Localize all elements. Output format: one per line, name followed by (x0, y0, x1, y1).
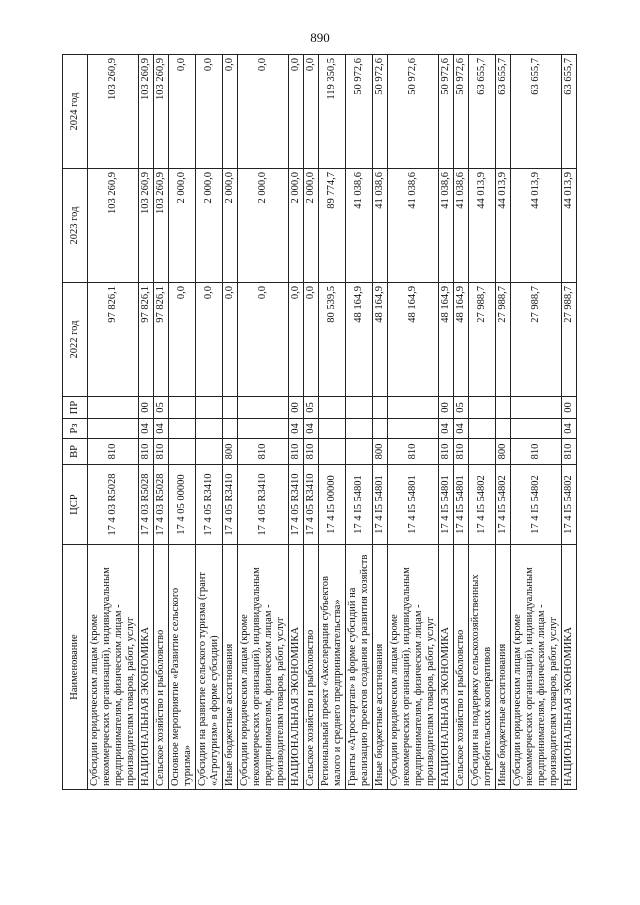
cell-name: Иные бюджетные ассигнования (496, 545, 511, 790)
cell-vr: 810 (139, 439, 154, 465)
cell-2023: 2 000,0 (196, 169, 223, 283)
table-row (223, 55, 238, 790)
cell-rz (469, 419, 496, 439)
cell-2022: 48 164,9 (388, 283, 439, 397)
cell-pr (88, 397, 139, 419)
cell-2022: 27 988,7 (511, 283, 562, 397)
cell-name: Субсидии на поддержку сельскохозяйственных потребительских кооперативов (469, 545, 496, 790)
cell-csr: 17 4 05 R3410 (196, 465, 223, 545)
cell-name: Субсидии на развитие сельского туризма (грант «Агротуризм» в форме субсидии) (196, 545, 223, 790)
cell-2023: 44 013,9 (511, 169, 562, 283)
cell-2022: 27 988,7 (496, 283, 511, 397)
cell-name: Субсидии юридическим лицам (кроме некоммерческих организаций), индивидуальным предпринимателям, физическим лицам - производителям товаров, работ, услуг (88, 545, 139, 790)
cell-2024: 103 260,9 (88, 55, 139, 169)
table-header-row (63, 55, 88, 790)
table-row (454, 55, 469, 790)
cell-2024: 103 260,9 (139, 55, 154, 169)
cell-rz (319, 419, 346, 439)
cell-pr: 05 (454, 397, 469, 419)
cell-csr: 17 4 I5 54801 (388, 465, 439, 545)
cell-vr: 810 (88, 439, 139, 465)
cell-rz: 04 (304, 419, 319, 439)
cell-csr: 17 4 03 R5028 (139, 465, 154, 545)
cell-pr (238, 397, 289, 419)
cell-2022: 48 164,9 (346, 283, 373, 397)
cell-name: Иные бюджетные ассигнования (223, 545, 238, 790)
cell-vr (346, 439, 373, 465)
cell-name: Субсидии юридическим лицам (кроме некоммерческих организаций), индивидуальным предпринимателям, физическим лицам - производителям товаров, работ, услуг (511, 545, 562, 790)
cell-2023: 41 038,6 (439, 169, 454, 283)
cell-pr (223, 397, 238, 419)
cell-pr: 05 (154, 397, 169, 419)
cell-csr: 17 4 I5 54802 (562, 465, 577, 545)
cell-2023: 44 013,9 (469, 169, 496, 283)
cell-2024: 50 972,6 (346, 55, 373, 169)
cell-csr: 17 4 I5 54802 (511, 465, 562, 545)
cell-2023: 89 774,7 (319, 169, 346, 283)
cell-pr (388, 397, 439, 419)
cell-2024: 63 655,7 (562, 55, 577, 169)
cell-2024: 50 972,6 (373, 55, 388, 169)
cell-csr: 17 4 03 R5028 (154, 465, 169, 545)
cell-2022: 0,0 (238, 283, 289, 397)
cell-rz: 04 (562, 419, 577, 439)
cell-2024: 63 655,7 (496, 55, 511, 169)
cell-csr: 17 4 03 R5028 (88, 465, 139, 545)
cell-rz: 04 (289, 419, 304, 439)
cell-rz (223, 419, 238, 439)
table-body (88, 55, 577, 790)
table-row (88, 55, 139, 790)
cell-rz: 04 (139, 419, 154, 439)
cell-2022: 97 826,1 (154, 283, 169, 397)
cell-rz (346, 419, 373, 439)
cell-vr: 800 (373, 439, 388, 465)
cell-vr: 810 (238, 439, 289, 465)
table-row (154, 55, 169, 790)
cell-vr (469, 439, 496, 465)
cell-2024: 0,0 (196, 55, 223, 169)
cell-2022: 48 164,9 (373, 283, 388, 397)
cell-pr (196, 397, 223, 419)
cell-2022: 48 164,9 (439, 283, 454, 397)
cell-2022: 97 826,1 (139, 283, 154, 397)
cell-pr (469, 397, 496, 419)
cell-pr: 00 (562, 397, 577, 419)
cell-2024: 103 260,9 (154, 55, 169, 169)
cell-csr: 17 4 I5 00000 (319, 465, 346, 545)
header-pr: ПР (63, 397, 88, 419)
cell-vr (169, 439, 196, 465)
budget-table (62, 54, 577, 790)
table-row (319, 55, 346, 790)
table-row (346, 55, 373, 790)
cell-vr: 810 (511, 439, 562, 465)
cell-csr: 17 4 I5 54801 (439, 465, 454, 545)
cell-name: Сельское хозяйство и рыболовство (154, 545, 169, 790)
cell-name: Региональный проект «Акселерация субъектов малого и среднего предпринимательства» (319, 545, 346, 790)
cell-pr: 00 (439, 397, 454, 419)
cell-2023: 2 000,0 (304, 169, 319, 283)
cell-vr: 810 (439, 439, 454, 465)
cell-vr: 810 (562, 439, 577, 465)
cell-name: Иные бюджетные ассигнования (373, 545, 388, 790)
table-row (289, 55, 304, 790)
header-name: Наименование (63, 545, 88, 790)
header-2023: 2023 год (63, 169, 88, 283)
cell-pr (346, 397, 373, 419)
cell-2022: 0,0 (223, 283, 238, 397)
cell-rz (496, 419, 511, 439)
header-vr: ВР (63, 439, 88, 465)
table-row (496, 55, 511, 790)
cell-csr: 17 4 05 R3410 (223, 465, 238, 545)
table-row (169, 55, 196, 790)
cell-2024: 119 350,5 (319, 55, 346, 169)
cell-2024: 0,0 (304, 55, 319, 169)
rotated-table-container (62, 55, 582, 790)
cell-name: Сельское хозяйство и рыболовство (454, 545, 469, 790)
cell-name: НАЦИОНАЛЬНАЯ ЭКОНОМИКА (289, 545, 304, 790)
cell-rz: 04 (454, 419, 469, 439)
cell-pr: 00 (139, 397, 154, 419)
cell-rz (238, 419, 289, 439)
cell-vr: 810 (154, 439, 169, 465)
cell-pr: 00 (289, 397, 304, 419)
cell-2022: 0,0 (169, 283, 196, 397)
cell-2023: 2 000,0 (238, 169, 289, 283)
cell-rz: 04 (439, 419, 454, 439)
cell-csr: 17 4 I5 54801 (373, 465, 388, 545)
cell-name: Основное мероприятие «Развитие сельского туризма» (169, 545, 196, 790)
cell-pr (373, 397, 388, 419)
cell-csr: 17 4 05 R3410 (304, 465, 319, 545)
cell-2024: 50 972,6 (388, 55, 439, 169)
cell-rz (388, 419, 439, 439)
cell-csr: 17 4 I5 54801 (454, 465, 469, 545)
table-row (511, 55, 562, 790)
cell-2022: 97 826,1 (88, 283, 139, 397)
cell-rz (169, 419, 196, 439)
cell-2023: 41 038,6 (454, 169, 469, 283)
cell-rz (373, 419, 388, 439)
cell-rz (511, 419, 562, 439)
cell-rz (88, 419, 139, 439)
cell-name: НАЦИОНАЛЬНАЯ ЭКОНОМИКА (439, 545, 454, 790)
cell-vr (196, 439, 223, 465)
table-row (439, 55, 454, 790)
cell-name: Субсидии юридическим лицам (кроме некоммерческих организаций), индивидуальным предпринимателям, физическим лицам - производителям товаров, работ, услуг (388, 545, 439, 790)
cell-2023: 103 260,9 (154, 169, 169, 283)
cell-2023: 2 000,0 (223, 169, 238, 283)
cell-csr: 17 4 05 00000 (169, 465, 196, 545)
cell-csr: 17 4 05 R3410 (289, 465, 304, 545)
cell-2023: 41 038,6 (388, 169, 439, 283)
table-row (388, 55, 439, 790)
cell-2022: 27 988,7 (562, 283, 577, 397)
cell-pr (169, 397, 196, 419)
cell-2023: 2 000,0 (289, 169, 304, 283)
cell-2024: 63 655,7 (469, 55, 496, 169)
cell-name: Сельское хозяйство и рыболовство (304, 545, 319, 790)
cell-2023: 41 038,6 (373, 169, 388, 283)
cell-vr: 800 (496, 439, 511, 465)
table-row (304, 55, 319, 790)
cell-csr: 17 4 I5 54802 (469, 465, 496, 545)
cell-pr (319, 397, 346, 419)
cell-csr: 17 4 I5 54802 (496, 465, 511, 545)
cell-2022: 0,0 (196, 283, 223, 397)
cell-2022: 0,0 (304, 283, 319, 397)
cell-2024: 0,0 (169, 55, 196, 169)
cell-2023: 41 038,6 (346, 169, 373, 283)
cell-2022: 80 539,5 (319, 283, 346, 397)
cell-2024: 0,0 (223, 55, 238, 169)
cell-vr (319, 439, 346, 465)
cell-vr: 810 (289, 439, 304, 465)
cell-csr: 17 4 05 R3410 (238, 465, 289, 545)
cell-2023: 103 260,9 (139, 169, 154, 283)
cell-csr: 17 4 I5 54801 (346, 465, 373, 545)
table-row (238, 55, 289, 790)
cell-2022: 27 988,7 (469, 283, 496, 397)
cell-2024: 63 655,7 (511, 55, 562, 169)
header-rz: Рз (63, 419, 88, 439)
cell-name: НАЦИОНАЛЬНАЯ ЭКОНОМИКА (139, 545, 154, 790)
cell-pr (511, 397, 562, 419)
cell-pr: 05 (304, 397, 319, 419)
cell-name: Субсидии юридическим лицам (кроме некоммерческих организаций), индивидуальным предпринимателям, физическим лицам - производителям товаров, работ, услуг (238, 545, 289, 790)
table-row (196, 55, 223, 790)
cell-2023: 44 013,9 (496, 169, 511, 283)
cell-rz: 04 (154, 419, 169, 439)
page-number: 890 (310, 30, 330, 45)
cell-name: Гранты «Агростартап» в форме субсидий на реализацию проектов создания и развития хозяйств (346, 545, 373, 790)
cell-2024: 0,0 (238, 55, 289, 169)
table-row (139, 55, 154, 790)
cell-name: НАЦИОНАЛЬНАЯ ЭКОНОМИКА (562, 545, 577, 790)
header-2024: 2024 год (63, 55, 88, 169)
cell-2024: 50 972,6 (454, 55, 469, 169)
cell-2023: 103 260,9 (88, 169, 139, 283)
cell-2024: 0,0 (289, 55, 304, 169)
cell-2023: 44 013,9 (562, 169, 577, 283)
table-row (373, 55, 388, 790)
cell-2023: 2 000,0 (169, 169, 196, 283)
cell-vr: 810 (304, 439, 319, 465)
cell-vr: 810 (454, 439, 469, 465)
header-csr: ЦСР (63, 465, 88, 545)
cell-2024: 50 972,6 (439, 55, 454, 169)
cell-vr: 800 (223, 439, 238, 465)
cell-vr: 810 (388, 439, 439, 465)
table-row (469, 55, 496, 790)
cell-rz (196, 419, 223, 439)
header-2022: 2022 год (63, 283, 88, 397)
cell-pr (496, 397, 511, 419)
table-row (562, 55, 577, 790)
cell-2022: 0,0 (289, 283, 304, 397)
cell-2022: 48 164,9 (454, 283, 469, 397)
